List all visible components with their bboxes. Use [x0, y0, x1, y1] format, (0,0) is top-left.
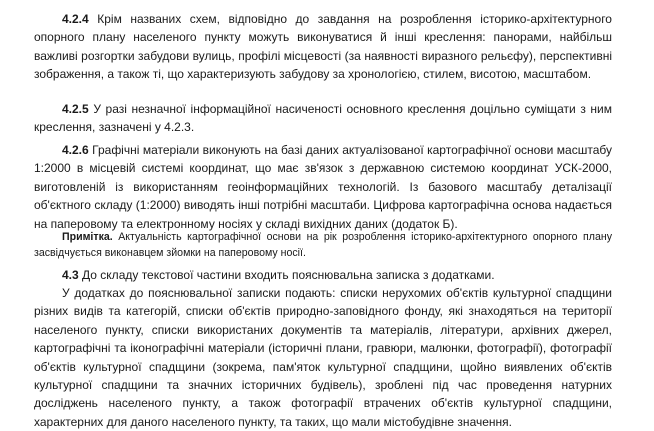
paragraph-4-2-4: [34, 10, 612, 84]
note-label: Примітка.: [62, 231, 113, 243]
clause-number: 4.2.5: [62, 102, 89, 116]
paragraph-4-3: [34, 266, 612, 284]
paragraph-text: У додатках до пояснювальної записки подають: списки нерухомих об'єктів культурної спадщини різних видів та категорій, списки об'єктів природно-заповідного фонду, які знаходяться на території населеного пункту, списки використаних документів та матеріалів, літератури, архівних джерел, картографічні та іконографічні матеріали (історичні плани, гравюри, малюнки, фотографії), фотографії об'єктів культурної спадщини (зокрема, пам'яток культурної спадщини, щойно виявлених об'єктів культурної спадщини та значних історичних будівель), зроблені під час проведення натурних досліджень населеного пункту, а також фотографії втрачених об'єктів культурної спадщини, характерних для даного населеного пункту, та таких, що мали містобудівне значення.: [34, 286, 612, 429]
paragraph-text: Графічні матеріали виконують на базі даних актуалізованої картографічної основи масштабу 1:2000 в місцевій системі координат, що має зв'язок з державною системою координат УСК-2000, виготовленій із використанням геоінформаційних технологій. Із базового масштабу деталізації об'єктного складу (1:2000) виводять інші потрібні масштаби. Цифрова картографічна основа надається на паперовому та електронному носіях у складі вихідних даних (додаток Б).: [34, 143, 612, 231]
note-paragraph: [34, 229, 612, 262]
clause-number: 4.2.4: [62, 12, 89, 26]
paragraph-4-2-5: [34, 100, 612, 137]
clause-number: 4.3: [62, 268, 79, 282]
note-text: Актуальність картографічної основи на рік розроблення історико-архітектурного опорного плану засвідчується виконавцем зйомки на паперовому носії.: [34, 231, 612, 260]
clause-number: 4.2.6: [62, 143, 89, 157]
paragraph-4-2-6: [34, 141, 612, 233]
paragraph-text: У разі незначної інформаційної насиченості основного креслення доцільно суміщати з ним креслення, зазначені у 4.2.3.: [34, 102, 613, 135]
paragraph-appendices: [34, 284, 612, 431]
paragraph-text: До складу текстової частини входить пояснювальна записка з додатками.: [82, 268, 495, 282]
paragraph-text: Крім названих схем, відповідно до завдання на розроблення історико-архітектурного опорного плану населеного пункту можуть виконуватися й інші креслення: панорами, найбільш важливі розгортки забудови вулиць, профілі місцевості (за наявності виразного рельєфу), перспективні зображення, а також ті, що характеризують забудову за хронологією, стилем, висотою, масштабом.: [34, 12, 612, 82]
